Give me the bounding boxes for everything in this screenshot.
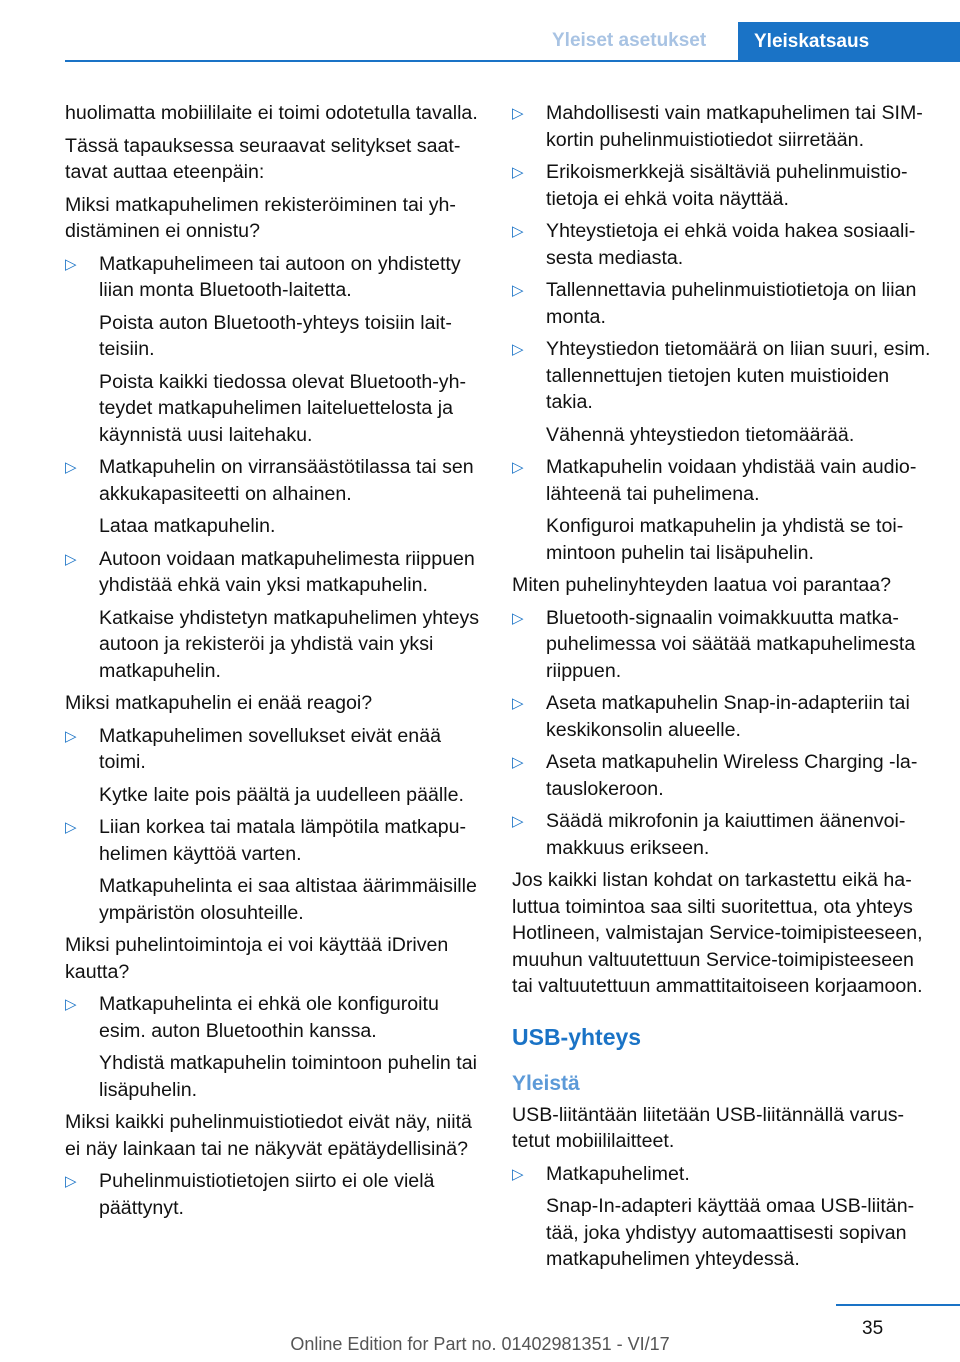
triangle-bullet-icon: ▷ — [512, 695, 524, 712]
item-remedy: Konfiguroi matkapuhelin ja yhdistä se toimintoon puhelin tai lisäpuhelin. — [546, 515, 904, 564]
item-remedy: Matkapuhelinta ei saa altistaa äärimmäisille ympäristön olosuhteille. — [99, 875, 477, 924]
section-heading: USB-yhteys — [512, 1023, 642, 1050]
item-text: Matkapuhelinta ei ehkä ole konfiguroitu esim. auton Bluetoothin kanssa. — [99, 993, 439, 1042]
list-item — [512, 749, 932, 802]
item-text: Matkapuhelimen sovellukset eivät enää toimi. — [99, 724, 442, 773]
triangle-bullet-icon: ▷ — [65, 996, 77, 1013]
question: Miksi puhelintoimintoja ei voi käyttää iDriven kautta? — [65, 934, 449, 983]
footer-rule — [836, 1304, 960, 1306]
item-remedy: Katkaise yhdistetyn matkapuhelimen yhteys autoon ja rekisteröi ja yhdistä vain yksi matkapuhelin. — [99, 606, 480, 682]
question: Miksi kaikki puhelinmuistiotiedot eivät näy, niitä ei näy lainkaan tai ne näkyvät epätäydellisinä? — [65, 1111, 472, 1160]
triangle-bullet-icon: ▷ — [65, 727, 77, 745]
triangle-bullet-icon: ▷ — [512, 459, 524, 476]
item-text: Matkapuhelimet. — [546, 1162, 690, 1185]
paragraph: Jos kaikki listan kohdat on tarkastettu eikä haluttua toimintoa saa silti suoritettua, ota yhteys Hotlineen, valmistajan Service-toimipisteeseen, muuhun valtuutettuun Service-toimipisteeseen tai valtuutettuun ammattitaitoiseen korjaamoon. — [512, 869, 923, 997]
subsection-heading: Yleistä — [512, 1071, 580, 1095]
triangle-bullet-icon: ▷ — [512, 1165, 524, 1183]
list-item — [65, 991, 483, 1103]
list-item — [512, 454, 932, 566]
triangle-bullet-icon: ▷ — [512, 754, 524, 771]
left-column — [65, 100, 483, 1227]
list-item — [512, 336, 932, 448]
list-item — [512, 605, 932, 685]
item-text: Yhteystietoja ei ehkä voida hakea sosiaalisesta mediasta. — [546, 220, 916, 269]
triangle-bullet-icon: ▷ — [512, 164, 524, 181]
item-remedy: Snap-In-adapteri käyttää omaa USB-liitäntää, joka yhdistyy automaattisesti sopivan matkapuhelimen yhteydessä. — [546, 1195, 915, 1270]
triangle-bullet-icon: ▷ — [512, 282, 524, 299]
list-item — [65, 814, 483, 926]
list-item — [512, 159, 932, 212]
list-item — [512, 808, 932, 861]
list-item — [512, 690, 932, 743]
item-remedy: Yhdistä matkapuhelin toimintoon puhelin tai lisäpuhelin. — [99, 1052, 477, 1101]
item-text: Autoon voidaan matkapuhelimesta riippuen yhdistää ehkä vain yksi matkapuhelin. — [99, 547, 475, 596]
question: Miten puhelinyhteyden laatua voi parantaa? — [512, 574, 892, 596]
question: Miksi matkapuhelin ei enää reagoi? — [65, 692, 373, 714]
item-text: Liian korkea tai matala lämpötila matkapuhelimen käyttöä varten. — [99, 816, 467, 865]
item-text: Matkapuhelin on virransäästötilassa tai sen akkukapasiteetti on alhainen. — [99, 456, 474, 505]
item-text: Yhteystiedon tietomäärä on liian suuri, esim. tallennettujen tietojen kuten muistioiden takia. — [546, 338, 931, 413]
section-title: Yleiset asetukset — [552, 30, 707, 51]
item-remedy: Lataa matkapuhelin. — [99, 515, 276, 537]
header-rule — [65, 60, 960, 62]
question: Miksi matkapuhelimen rekisteröiminen tai yhdistäminen ei onnistu? — [65, 193, 456, 242]
item-remedy: Vähennä yhteystiedon tietomäärää. — [546, 423, 855, 446]
paragraph: Tässä tapauksessa seuraavat selitykset saattavat auttaa eteenpäin: — [65, 134, 461, 183]
paragraph: huolimatta mobiililaite ei toimi odotetulla tavalla. — [65, 102, 478, 124]
triangle-bullet-icon: ▷ — [512, 609, 524, 627]
item-remedy: Poista auton Bluetooth-yhteys toisiin laitteisiin. — [99, 311, 452, 360]
list-item — [65, 546, 483, 685]
list-item — [65, 1168, 483, 1221]
item-text: Matkapuhelin voidaan yhdistää vain audiolähteenä tai puhelimena. — [546, 456, 917, 505]
list-item — [65, 723, 483, 809]
right-column — [512, 100, 932, 1279]
item-remedy: Poista kaikki tiedossa olevat Bluetooth-yhteydet matkapuhelimen laiteluettelosta ja käynnistä uusi laitehaku. — [99, 370, 467, 446]
list-item — [512, 100, 932, 153]
item-remedy: Kytke laite pois päältä ja uudelleen päälle. — [99, 783, 464, 806]
triangle-bullet-icon: ▷ — [65, 459, 77, 476]
item-text: Erikoismerkkejä sisältäviä puhelinmuistiotietoja ei ehkä voita näyttää. — [546, 161, 908, 210]
list-item — [65, 251, 483, 449]
list-item — [65, 454, 483, 540]
list-item — [512, 277, 932, 330]
chapter-tab: Yleiskatsaus — [738, 22, 960, 62]
item-text: Tallennettavia puhelinmuistiotietoja on liian monta. — [546, 279, 917, 328]
item-text: Aseta matkapuhelin Snap-in-adapteriin tai keskikonsolin alueelle. — [546, 692, 910, 741]
item-text: Mahdollisesti vain matkapuhelimen tai SIM-kortin puhelinmuistiotiedot siirretään. — [546, 102, 923, 151]
paragraph: USB-liitäntään liitetään USB-liitännällä varustetut mobiililaitteet. — [512, 1103, 905, 1152]
triangle-bullet-icon: ▷ — [512, 223, 524, 240]
item-text: Puhelinmuistiotietojen siirto ei ole vielä päättynyt. — [99, 1170, 435, 1219]
triangle-bullet-icon: ▷ — [65, 819, 77, 836]
page-header — [0, 0, 960, 62]
list-item — [512, 218, 932, 271]
item-text: Matkapuhelimeen tai autoon on yhdistetty liian monta Bluetooth-laitetta. — [99, 252, 461, 301]
triangle-bullet-icon: ▷ — [512, 341, 524, 358]
triangle-bullet-icon: ▷ — [65, 255, 77, 273]
triangle-bullet-icon: ▷ — [65, 550, 77, 568]
item-text: Säädä mikrofonin ja kaiuttimen äänenvoimakkuus erikseen. — [546, 810, 906, 859]
triangle-bullet-icon: ▷ — [512, 105, 524, 122]
triangle-bullet-icon: ▷ — [512, 813, 524, 830]
list-item — [512, 1161, 932, 1273]
item-text: Bluetooth-signaalin voimakkuutta matkapuhelimessa voi säätää matkapuhelimesta riippuen. — [546, 606, 916, 682]
page-number: 35 — [862, 1318, 884, 1339]
item-text: Aseta matkapuhelin Wireless Charging -latauslokeroon. — [546, 751, 918, 800]
edition-footer: Online Edition for Part no. 01402981351 - VI/17 — [290, 1334, 670, 1354]
triangle-bullet-icon: ▷ — [65, 1173, 77, 1190]
